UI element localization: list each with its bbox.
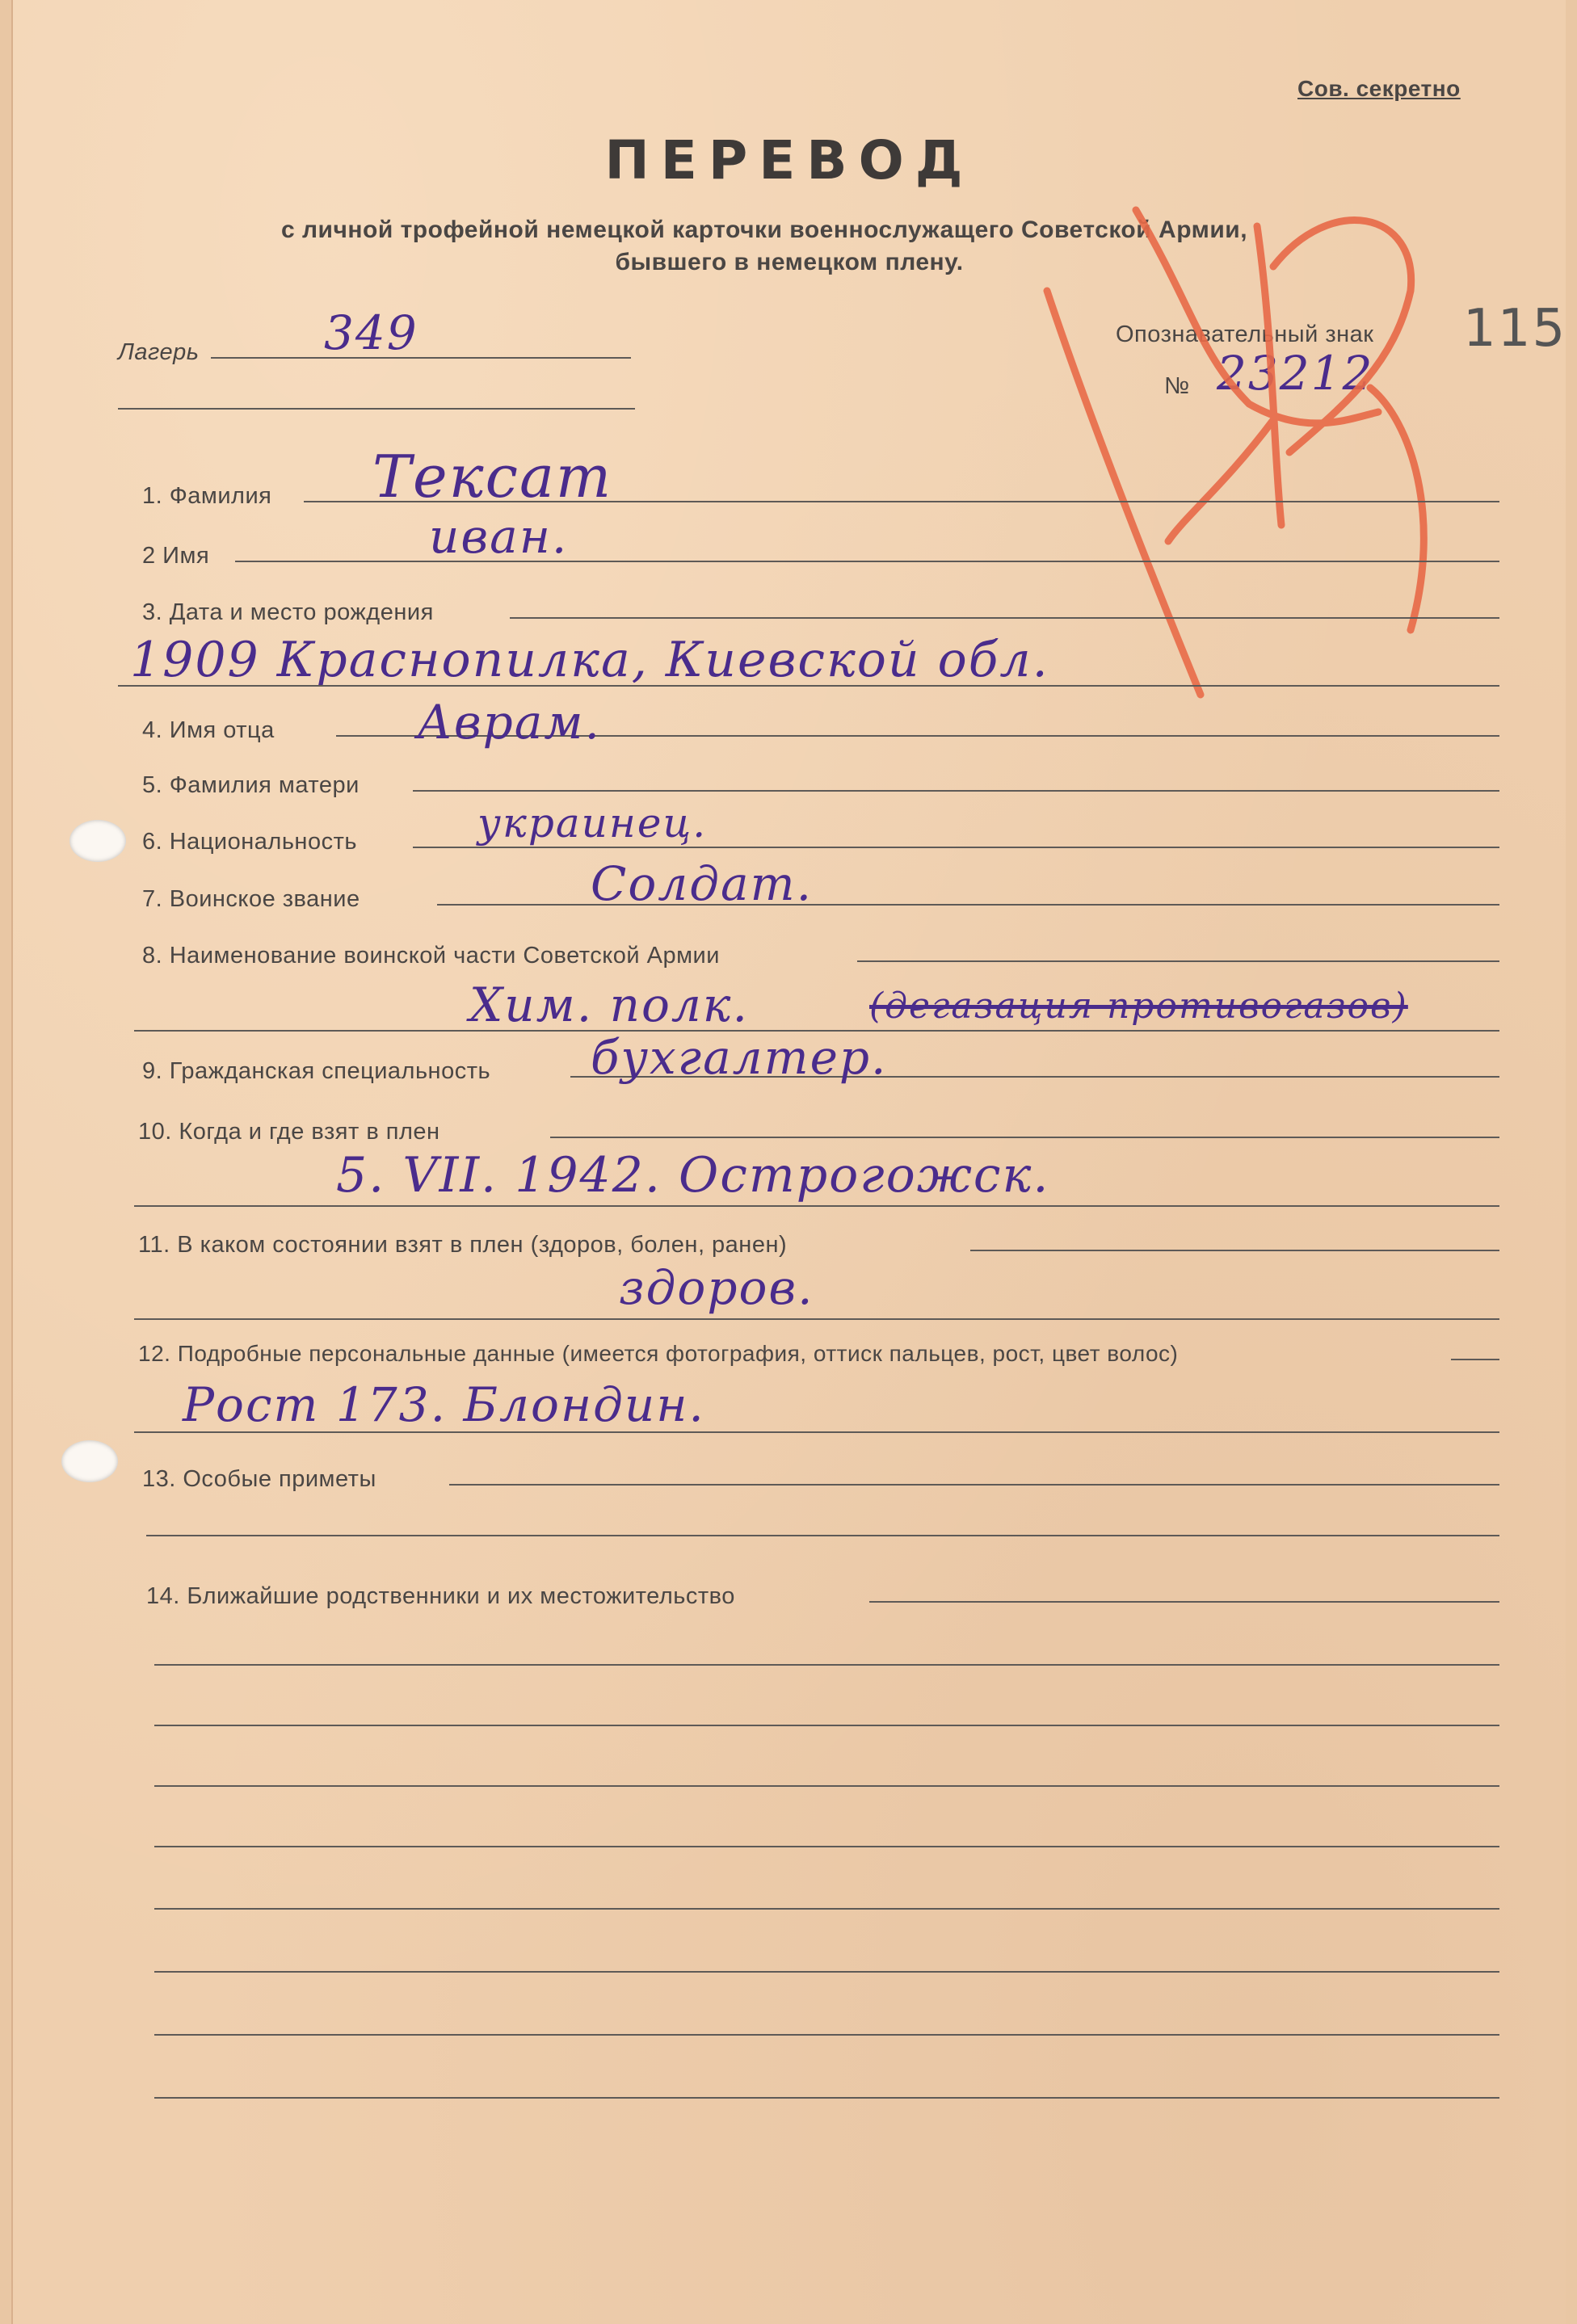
field-1-label: 1. Фамилия <box>142 483 272 509</box>
blank-line <box>154 1908 1499 1910</box>
page-title: ПЕРЕВОД <box>604 129 974 191</box>
field-4-value: Аврам. <box>417 695 601 750</box>
camp-rule-2 <box>118 408 635 410</box>
field-11-value: здоров. <box>619 1260 814 1315</box>
field-8-label: 8. Наименование воинской части Советской Армии <box>142 943 720 969</box>
camp-rule <box>211 357 631 359</box>
field-6-label: 6. Национальность <box>142 829 357 855</box>
field-2-label: 2 Имя <box>142 543 210 569</box>
blank-line <box>154 2097 1499 2099</box>
field-3-label: 3. Дата и место рождения <box>142 599 434 625</box>
field-10-value: 5. VII. 1942. Острогожск. <box>336 1147 1050 1204</box>
blank-line <box>154 1785 1499 1787</box>
field-6-value: украинец. <box>477 800 708 847</box>
field-8-rule <box>857 960 1499 962</box>
field-6-rule <box>413 847 1499 848</box>
field-5-label: 5. Фамилия матери <box>142 772 360 798</box>
field-2-value: иван. <box>429 509 569 564</box>
blank-line <box>154 1971 1499 1973</box>
field-13-rule-2 <box>146 1535 1499 1536</box>
id-tag-label: Опознавательный знак <box>1116 321 1374 347</box>
secrecy-stamp: Сов. секретно <box>1297 76 1461 101</box>
field-8-value: Хим. полк. <box>469 977 749 1032</box>
field-5-rule <box>413 790 1499 792</box>
field-3-rule <box>510 617 1499 619</box>
field-7-label: 7. Воинское звание <box>142 886 360 912</box>
field-9-label: 9. Гражданская специальность <box>142 1058 491 1084</box>
field-13-label: 13. Особые приметы <box>142 1466 376 1492</box>
punch-hole-bottom <box>61 1440 118 1482</box>
margin-number: 115 <box>1463 299 1567 359</box>
blank-line <box>154 1725 1499 1726</box>
field-13-rule <box>449 1484 1499 1486</box>
field-10-rule <box>550 1137 1499 1138</box>
camp-value: 349 <box>324 305 418 360</box>
field-7-value: Солдат. <box>591 856 813 911</box>
camp-label: Лагерь <box>118 339 200 365</box>
field-12-value: Рост 173. Блондин. <box>183 1377 705 1432</box>
field-11-rule <box>970 1250 1499 1251</box>
field-14-rule <box>869 1601 1499 1603</box>
field-3-rule-2 <box>118 685 1499 687</box>
field-14-label: 14. Ближайшие родственники и их местожительство <box>146 1583 735 1609</box>
document-page <box>11 0 1566 2324</box>
field-12-label: 12. Подробные персональные данные (имеется фотография, оттиск пальцев, рост, цвет волос) <box>138 1341 1179 1366</box>
field-3-value: 1909 Краснопилка, Киевской обл. <box>130 632 1049 688</box>
field-8-struck-value: (дегазация противогазов) <box>869 985 1408 1027</box>
blank-line <box>154 1846 1499 1847</box>
punch-hole-top <box>69 820 126 862</box>
blank-line <box>154 2034 1499 2036</box>
field-11-label: 11. В каком состоянии взят в плен (здоров, болен, ранен) <box>138 1232 788 1258</box>
field-1-value: Тексат <box>372 443 613 511</box>
id-tag-value: 23212 <box>1217 346 1374 401</box>
subtitle-line-2: бывшего в немецком плену. <box>615 249 964 275</box>
blank-line <box>154 1664 1499 1666</box>
field-11-rule-2 <box>134 1318 1499 1320</box>
red-crayon-mark <box>1031 178 1483 711</box>
field-9-value: бухгалтер. <box>591 1030 888 1085</box>
field-2-rule <box>235 561 1499 562</box>
field-4-label: 4. Имя отца <box>142 717 275 743</box>
field-12-rule <box>1451 1359 1499 1360</box>
field-12-rule-2 <box>134 1431 1499 1433</box>
red-mark-value <box>1112 347 1113 348</box>
id-tag-number-prefix: № <box>1164 373 1190 399</box>
field-10-label: 10. Когда и где взят в плен <box>138 1119 440 1145</box>
subtitle-line-1: с личной трофейной немецкой карточки военнослужащего Советской Армии, <box>280 216 1248 243</box>
field-10-rule-2 <box>134 1205 1499 1207</box>
